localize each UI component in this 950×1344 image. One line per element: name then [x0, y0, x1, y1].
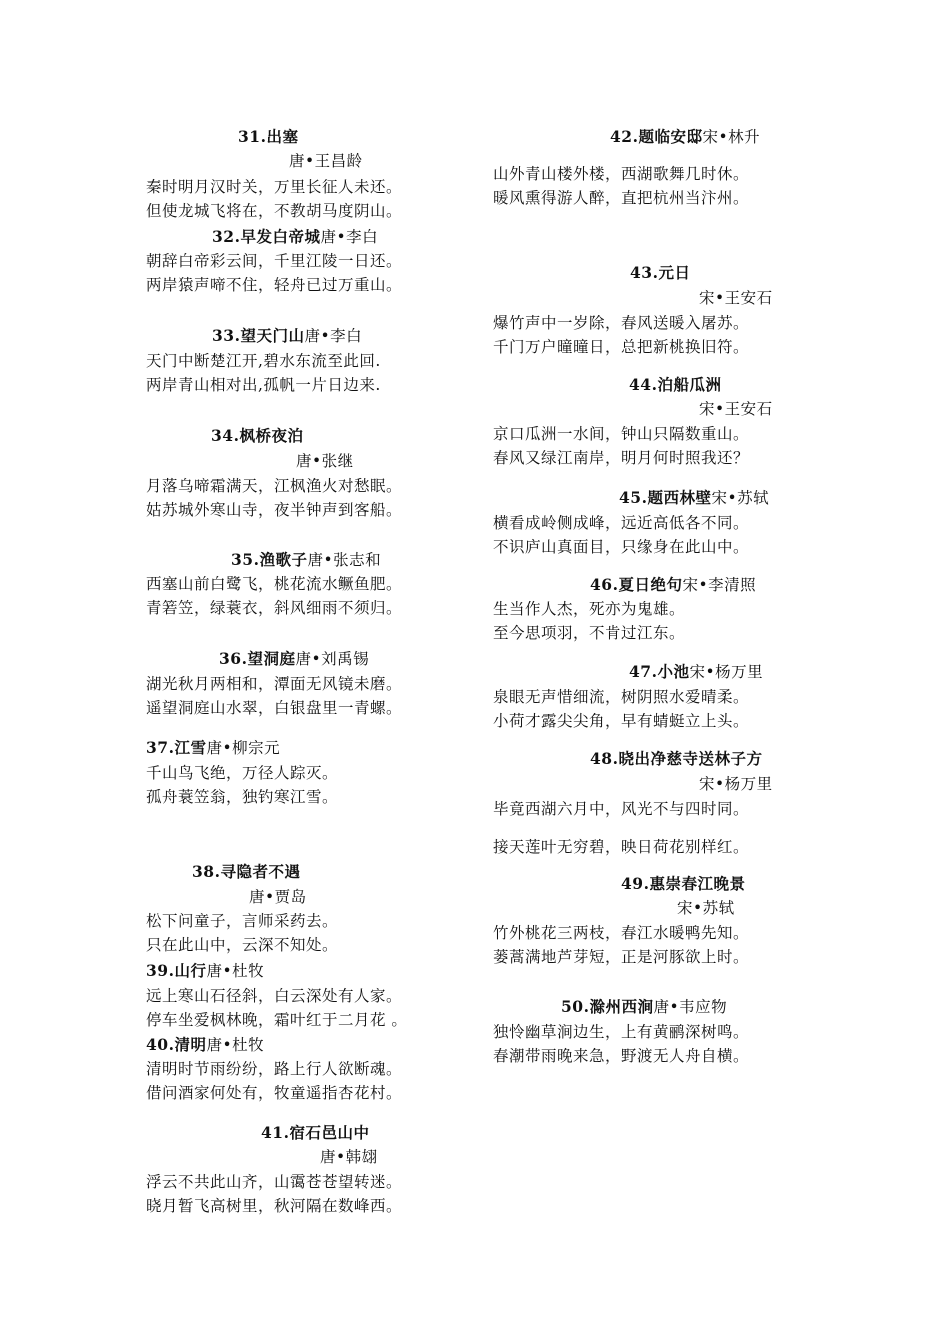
poem-author: 宋•李清照	[682, 576, 757, 594]
poem-line: 山外青山楼外楼，西湖歌舞几时休。	[493, 165, 750, 183]
poem-number: 47.	[629, 662, 658, 681]
poem-line: 爆竹声中一岁除，春风送暖入屠苏。	[493, 314, 750, 332]
poem-number: 35.	[231, 550, 260, 569]
poem-title: 晓出净慈寺送林子方	[618, 749, 763, 768]
poem-author: 唐•韩翃	[320, 1148, 378, 1166]
poem-line: 至今思项羽，不肯过江东。	[493, 624, 686, 642]
poem-heading	[146, 1034, 264, 1056]
poem-title: 清明	[174, 1035, 207, 1054]
poem-author: 唐•杜牧	[206, 1036, 265, 1054]
poem-title: 出塞	[266, 127, 299, 146]
poem-heading	[629, 374, 721, 396]
poem-line: 朝辞白帝彩云间，千里江陵一日还。	[146, 252, 403, 270]
poem-number: 36.	[219, 649, 248, 668]
poem-line: 清明时节雨纷纷，路上行人欲断魂。	[146, 1060, 403, 1078]
poem-heading	[238, 126, 298, 148]
poem-number: 46.	[590, 575, 619, 594]
poem-heading	[211, 425, 303, 447]
poem-title: 夏日绝句	[618, 575, 683, 594]
poem-author: 唐•杜牧	[206, 962, 265, 980]
poem-heading	[146, 737, 280, 759]
poem-heading	[590, 748, 762, 770]
poem-title: 小池	[657, 662, 690, 681]
poem-heading	[561, 996, 727, 1018]
poem-line: 远上寒山石径斜，白云深处有人家。	[146, 987, 403, 1005]
poem-author: 唐•李白	[304, 327, 363, 345]
poem-line: 停车坐爱枫林晚，霜叶红于二月花 。	[146, 1011, 408, 1029]
poem-number: 45.	[619, 488, 648, 507]
poem-heading	[212, 325, 362, 347]
poem-line: 竹外桃花三两枝，春江水暖鸭先知。	[493, 924, 750, 942]
poem-number: 42.	[610, 127, 639, 146]
poem-number: 33.	[212, 326, 241, 345]
poem-title: 惠崇春江晚景	[649, 874, 746, 893]
poem-author: 宋•杨万里	[689, 663, 764, 681]
poem-title: 滁州西涧	[589, 997, 654, 1016]
poem-author: 宋•王安石	[699, 289, 773, 307]
poem-author: 宋•苏轼	[677, 899, 735, 917]
poem-line: 接天莲叶无穷碧，映日荷花别样红。	[493, 838, 750, 856]
poem-line: 生当作人杰，死亦为鬼雄。	[493, 600, 686, 618]
poem-number: 38.	[192, 862, 221, 881]
poem-number: 43.	[630, 263, 659, 282]
poem-number: 32.	[212, 227, 241, 246]
poem-line: 天门中断楚江开,碧水东流至此回.	[146, 352, 381, 370]
poem-line: 春潮带雨晚来急，野渡无人舟自横。	[493, 1047, 750, 1065]
poem-line: 独怜幽草涧边生，上有黄鹂深树鸣。	[493, 1023, 750, 1041]
poem-line: 但使龙城飞将在，不教胡马度阴山。	[146, 202, 403, 220]
poem-author: 唐•王昌龄	[289, 152, 363, 170]
poem-heading	[590, 574, 756, 596]
poem-line: 西塞山前白鹭飞，桃花流水鳜鱼肥。	[146, 575, 403, 593]
poem-line: 孤舟蓑笠翁，独钓寒江雪。	[146, 788, 339, 806]
poem-line: 千门万户曈曈日，总把新桃换旧符。	[493, 338, 750, 356]
poem-line: 蒌蒿满地芦芽短，正是河豚欲上时。	[493, 948, 750, 966]
poem-line: 只在此山中，云深不知处。	[146, 936, 339, 954]
poem-author: 唐•贾岛	[249, 888, 307, 906]
poem-line: 湖光秋月两相和，潭面无风镜未磨。	[146, 675, 403, 693]
poem-number: 48.	[590, 749, 619, 768]
poem-title: 元日	[658, 263, 691, 282]
poem-title: 泊船瓜洲	[657, 375, 722, 394]
poem-author: 唐•柳宗元	[206, 739, 281, 757]
poem-author: 唐•张继	[296, 452, 354, 470]
poem-author: 唐•李白	[320, 228, 379, 246]
poem-line: 借问酒家何处有，牧童遥指杏花村。	[146, 1084, 403, 1102]
poem-title: 寻隐者不遇	[220, 862, 301, 881]
poem-title: 望洞庭	[247, 649, 296, 668]
poem-heading	[219, 648, 369, 670]
poem-line: 浮云不共此山齐，山霭苍苍望转迷。	[146, 1173, 403, 1191]
poem-line: 遥望洞庭山水翠，白银盘里一青螺。	[146, 699, 403, 717]
poem-heading	[146, 960, 264, 982]
poem-number: 37.	[146, 738, 175, 757]
poem-number: 44.	[629, 375, 658, 394]
poem-author: 唐•刘禹锡	[295, 650, 370, 668]
poem-title: 题临安邸	[638, 127, 703, 146]
poem-heading	[212, 226, 378, 248]
poem-line: 青箬笠，绿蓑衣，斜风细雨不须归。	[146, 599, 403, 617]
poem-heading	[630, 262, 690, 284]
poem-line: 秦时明月汉时关，万里长征人未还。	[146, 178, 403, 196]
poem-number: 41.	[261, 1123, 290, 1142]
poem-line: 千山鸟飞绝，万径人踪灭。	[146, 764, 339, 782]
poem-heading	[610, 126, 760, 148]
poem-heading	[621, 873, 745, 895]
poem-line: 两岸猿声啼不住，轻舟已过万重山。	[146, 276, 403, 294]
poem-title: 题西林壁	[647, 488, 712, 507]
poem-heading	[261, 1122, 369, 1144]
poem-line: 松下问童子，言师采药去。	[146, 912, 339, 930]
poem-number: 39.	[146, 961, 175, 980]
poem-title: 江雪	[174, 738, 207, 757]
poem-line: 两岸青山相对出,孤帆一片日边来.	[146, 376, 381, 394]
poem-line: 泉眼无声惜细流，树阴照水爱晴柔。	[493, 688, 750, 706]
poem-line: 京口瓜洲一水间，钟山只隔数重山。	[493, 425, 750, 443]
poem-title: 枫桥夜泊	[239, 426, 304, 445]
poem-line: 毕竟西湖六月中，风光不与四时同。	[493, 800, 750, 818]
poem-line: 横看成岭侧成峰，远近高低各不同。	[493, 514, 750, 532]
poem-author: 唐•张志和	[307, 551, 382, 569]
poem-author: 宋•王安石	[699, 400, 773, 418]
poem-line: 不识庐山真面目，只缘身在此山中。	[493, 538, 750, 556]
poem-title: 渔歌子	[259, 550, 308, 569]
poem-number: 31.	[238, 127, 267, 146]
poem-title: 望天门山	[240, 326, 305, 345]
poem-number: 40.	[146, 1035, 175, 1054]
poem-line: 暖风熏得游人醉，直把杭州当汴州。	[493, 189, 750, 207]
poem-heading	[619, 487, 769, 509]
poem-title: 早发白帝城	[240, 227, 321, 246]
poem-heading	[192, 861, 300, 883]
poem-author: 唐•韦应物	[653, 998, 728, 1016]
poem-title: 山行	[174, 961, 207, 980]
poem-number: 49.	[621, 874, 650, 893]
poem-heading	[231, 549, 381, 571]
poem-author: 宋•林升	[702, 128, 761, 146]
poem-author: 宋•苏轼	[711, 489, 770, 507]
poem-line: 小荷才露尖尖角，早有蜻蜓立上头。	[493, 712, 750, 730]
poem-line: 春风又绿江南岸，明月何时照我还？	[493, 449, 750, 467]
poem-number: 50.	[561, 997, 590, 1016]
poem-author: 宋•杨万里	[699, 775, 773, 793]
poem-title: 宿石邑山中	[289, 1123, 370, 1142]
poem-line: 姑苏城外寒山寺，夜半钟声到客船。	[146, 501, 403, 519]
poem-line: 晓月暂飞高树里，秋河隔在数峰西。	[146, 1197, 403, 1215]
poem-number: 34.	[211, 426, 240, 445]
poem-heading	[629, 661, 763, 683]
poem-line: 月落乌啼霜满天，江枫渔火对愁眠。	[146, 477, 403, 495]
